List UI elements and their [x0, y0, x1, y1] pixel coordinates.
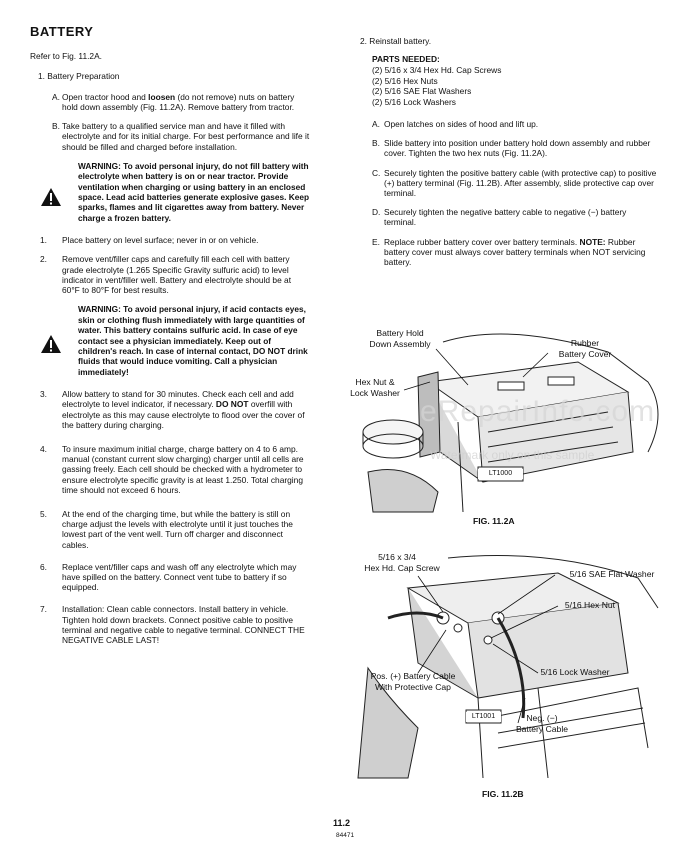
reinstall-step-c	[360, 168, 660, 199]
step-7	[30, 604, 310, 645]
parts-item: (2) 5/16 Lock Washers	[372, 96, 456, 107]
note-label: NOTE:	[579, 236, 606, 247]
warning-triangle-icon	[40, 187, 62, 207]
warning-1-text: WARNING: To avoid personal injury, do not fill battery with electrolyte when battery is on or near tractor. Provide ventilation when charging or using battery in an enclosed space. Lead acid batteries generate explosive gases. Keep sparks, flames and lit cigarettes away from battery. Never charge a frozen battery.	[78, 160, 310, 223]
label-cap-screw-size: 5/16 x 3/4	[378, 552, 416, 562]
watermark-subtext: Watermark only on this sample	[430, 448, 595, 462]
parts-item: (2) 5/16 SAE Flat Washers	[372, 86, 472, 97]
label-neg: Neg. (−)	[526, 713, 558, 723]
step-label: C.	[372, 167, 381, 178]
step-label: E.	[372, 236, 380, 247]
left-column	[30, 24, 310, 654]
reinstall-b-text: Slide battery into position under battery hold down assembly and rubber cover. Tighten the two hex nuts (Fig. 11.2A).	[384, 138, 651, 159]
warning-2-mid: DO NOT	[252, 345, 286, 356]
label-hex-hd-cap-screw: Hex Hd. Cap Screw	[364, 563, 440, 573]
step-2-text: Remove vent/filler caps and carefully fill each cell with battery grade electrolyte (1.265 Specific Gravity sulfuric acid) to level indicator in vent/filler well. Battery and electrolyte should be at 60°F to 80°F for best results.	[62, 254, 292, 296]
reinstall-e-text: Replace rubber battery cover over battery terminals.	[384, 236, 578, 247]
parts-needed-title: PARTS NEEDED:	[372, 54, 440, 65]
label-battery-hold: Battery Hold	[376, 328, 424, 338]
step-a-post: (do not remove) nuts on battery hold down assembly (Fig. 11.2A). Remove battery from tractor.	[62, 91, 295, 113]
step-3-bold: DO NOT	[215, 399, 249, 410]
warning-box-2	[30, 304, 310, 377]
step-6-text: Replace vent/filler caps and wash off any electrolyte which may have spilled on the battery. Connect vent tube to battery if so equipped.	[62, 561, 297, 593]
warning-2-post: drink fluids that would induce vomiting. Call a physician immediately!	[78, 345, 308, 377]
step-7-text: Installation: Clean cable connectors. Install battery in vehicle. Tighten hold down brackets. Connect positive cable to positive terminal and negative cable to negative terminal. CONNECT THE NEGATIVE CABLE LAST!	[62, 604, 305, 645]
step-label: A.	[372, 119, 380, 130]
page-title: BATTERY	[30, 24, 94, 39]
step-4	[30, 444, 310, 495]
note-text: Rubber battery cover must always cover battery terminals when NOT servicing battery.	[384, 236, 646, 268]
label-hex-nut: 5/16 Hex Nut	[564, 600, 616, 610]
reinstall-c-text: Securely tighten the positive battery cable (with protective cap) to positive (+) battery terminal (Fig. 11.2B). After assembly, slide protective cap over terminal.	[384, 167, 657, 199]
label-protective-cap: With Protective Cap	[375, 682, 451, 692]
step-a-bold: loosen	[148, 91, 176, 102]
label-lock-washer: Lock Washer	[350, 388, 400, 398]
intro-text: Refer to Fig. 11.2A.	[30, 51, 102, 61]
step-1	[30, 235, 310, 245]
label-hex-nut-and: Hex Nut &	[355, 377, 395, 387]
parts-item: (2) 5/16 Hex Nuts	[372, 75, 438, 86]
reinstall-step-e	[360, 237, 660, 268]
section-1-heading: 1. Battery Preparation	[38, 71, 120, 82]
prep-step-b	[30, 121, 310, 152]
step-label: B.	[372, 138, 380, 149]
label-sae-flat-washer: 5/16 SAE Flat Washer	[569, 569, 655, 579]
reinstall-step-d	[360, 207, 660, 227]
label-battery-cable: Battery Cable	[515, 724, 569, 734]
step-6	[30, 562, 310, 593]
label-down-assembly: Down Assembly	[369, 339, 431, 349]
label-lock-washer-b: 5/16 Lock Washer	[540, 667, 610, 677]
reinstall-step-b	[360, 138, 660, 158]
figure-11-2a-caption: FIG. 11.2A	[473, 516, 515, 526]
figure-a-code: LT1000	[478, 469, 523, 479]
step-3-post: overfill with electrolyte as this may cause electrolyte to flood over the cover of the battery during charging.	[62, 399, 305, 430]
step-label: 1.	[40, 235, 47, 246]
figure-11-2b-drawing	[348, 548, 673, 783]
section-2-heading: 2. Reinstall battery.	[360, 36, 432, 46]
step-label: 5.	[40, 508, 47, 519]
figure-11-2b-caption: FIG. 11.2B	[482, 789, 524, 799]
warning-2-pre: WARNING: To avoid personal injury, if acid contacts eyes, skin or clothing flush immediately with large quantities of water. This battery contains sulfuric acid. In case of eye contact see a physician immediately. Keep out of children's reach. In case of internal contact,	[78, 304, 306, 356]
step-label: B.	[52, 121, 60, 132]
step-3	[30, 389, 310, 430]
step-5	[30, 509, 310, 550]
page-number: 11.2	[333, 818, 351, 828]
reinstall-d-text: Securely tighten the negative battery cable to negative (−) battery terminal.	[384, 207, 627, 228]
step-5-text: At the end of the charging time, but while the battery is still on charge adjust the levels with electrolyte until it just touches the lowest part of the vent well. Turn off charger and disconnect cables.	[62, 508, 293, 550]
watermark: eRepairInfo.com	[420, 395, 656, 428]
step-2	[30, 254, 310, 295]
step-label: 3.	[40, 389, 47, 400]
parts-item: (2) 5/16 x 3/4 Hex Hd. Cap Screws	[372, 65, 502, 76]
step-label: 2.	[40, 254, 47, 265]
document-code: 84471	[336, 832, 355, 839]
label-battery-cover: Battery Cover	[558, 349, 612, 359]
step-4-text: To insure maximum initial charge, charge battery on 4 to 6 amp. manual (constant current slow charging) charger until all cells are gassing freely. Each cell should be checked with a hydrometer to ensure electrolyte specific gravity is at least 1.250. Total charging time should not exceed 6 hours.	[62, 443, 304, 495]
step-label: 6.	[40, 561, 47, 572]
step-label: D.	[372, 207, 381, 218]
step-label: 7.	[40, 604, 47, 615]
label-rubber: Rubber	[570, 338, 600, 348]
step-label: A.	[52, 91, 60, 102]
step-label: 4.	[40, 443, 47, 454]
label-pos-battery-cable: Pos. (+) Battery Cable	[370, 671, 456, 681]
warning-box-1	[30, 161, 310, 223]
warning-triangle-icon	[40, 334, 62, 354]
reinstall-a-text: Open latches on sides of hood and lift up.	[384, 119, 539, 130]
figure-b-code: LT1001	[466, 712, 501, 722]
prep-step-a	[30, 92, 310, 112]
reinstall-step-a	[360, 119, 660, 129]
step-3-pre: Allow battery to stand for 30 minutes. Check each cell and add electrolyte to level indicator, if necessary.	[62, 389, 294, 410]
step-a-pre: Open tractor hood and	[62, 91, 149, 102]
step-1-text: Place battery on level surface; never in or on vehicle.	[62, 235, 259, 246]
step-b-text: Take battery to a qualified service man and have it filled with electrolyte and for its initial charge. For best performance and life it should be filled and charged before installation.	[62, 121, 310, 152]
right-column	[360, 36, 660, 276]
